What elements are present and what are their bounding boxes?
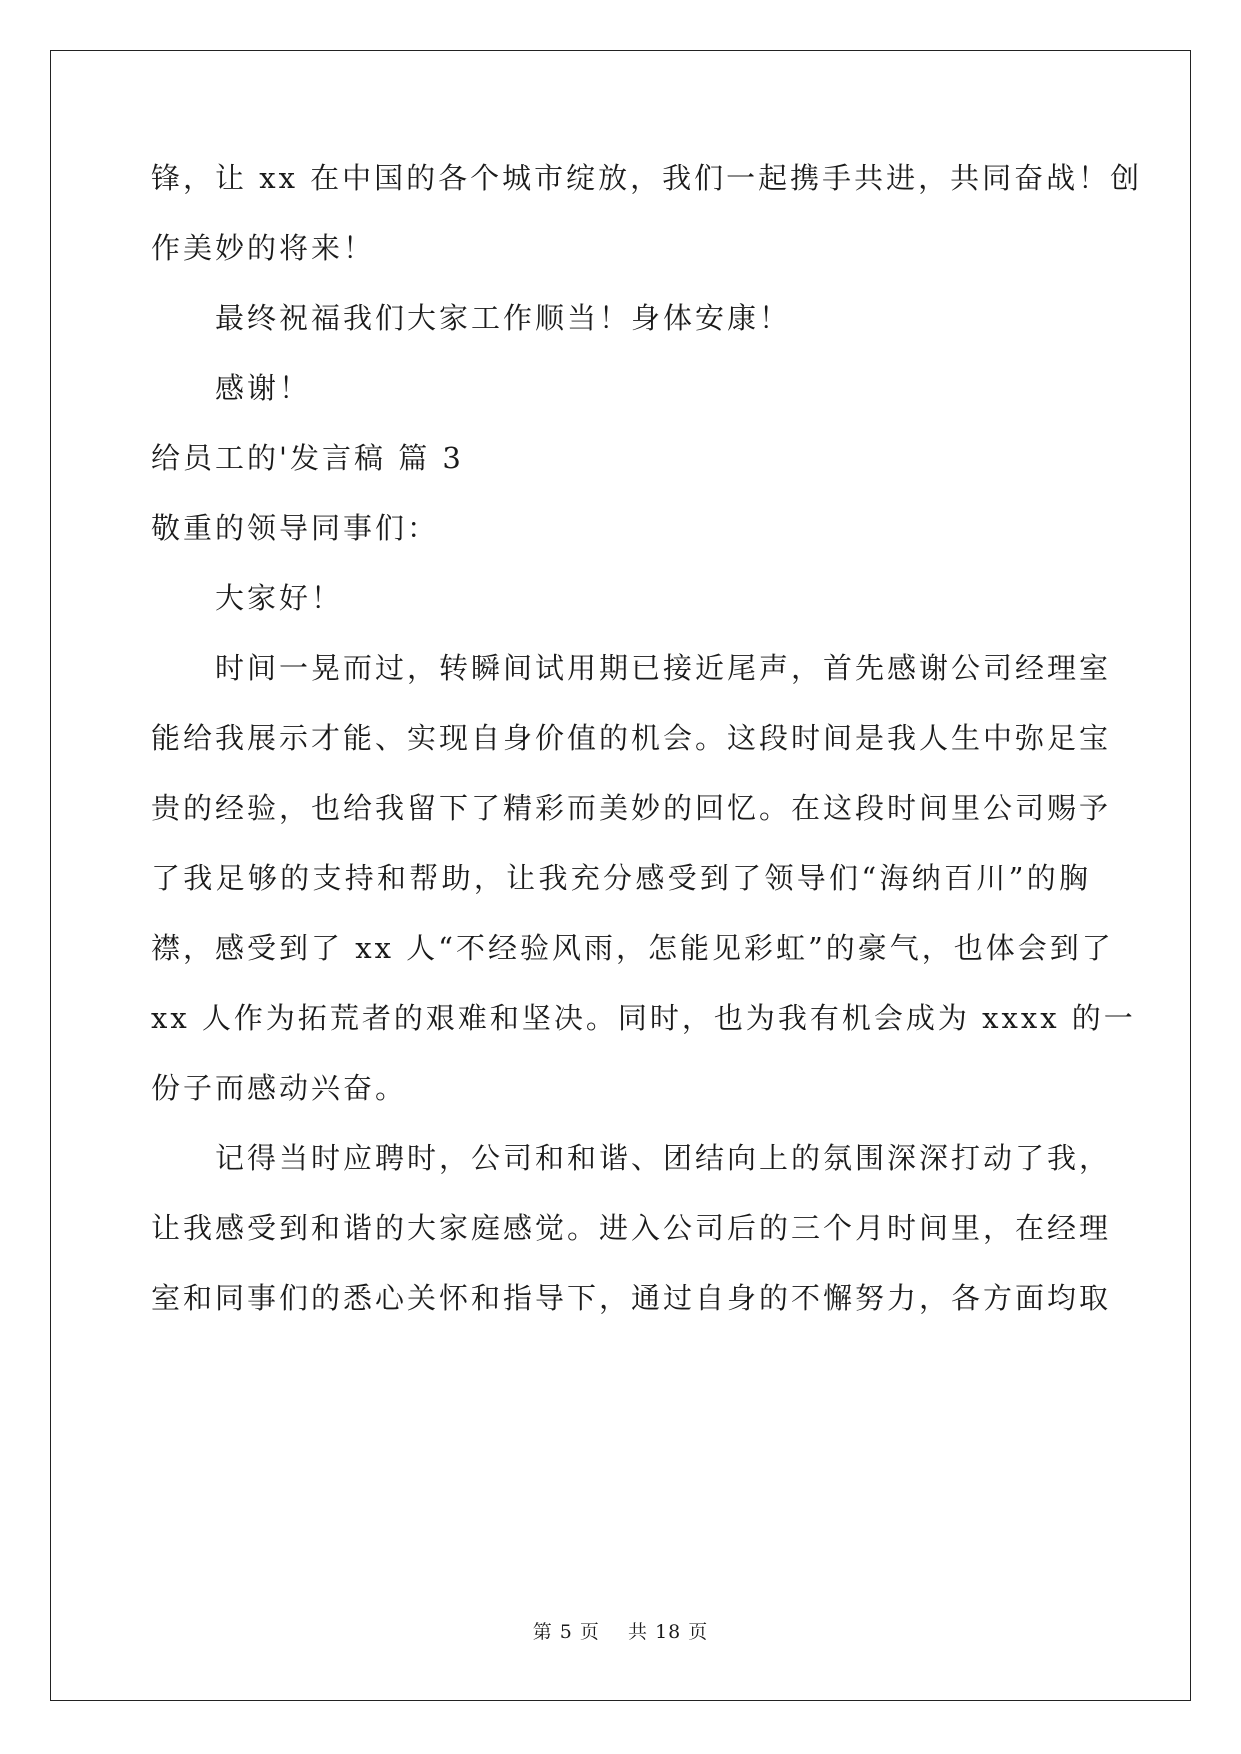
text-line: xx 人作为拓荒者的艰难和坚决。同时，也为我有机会成为 xxxx 的一: [151, 1001, 1136, 1035]
text-line: 室和同事们的悉心关怀和指导下，通过自身的不懈努力，各方面均取: [151, 1281, 1112, 1315]
text-line: 让我感受到和谐的大家庭感觉。进入公司后的三个月时间里，在经理: [151, 1211, 1112, 1245]
text-line: 能给我展示才能、实现自身价值的机会。这段时间是我人生中弥足宝: [151, 721, 1112, 755]
salutation: 敬重的领导同事们：: [151, 511, 440, 545]
text-line: 感谢！: [215, 371, 312, 405]
text-line: 时间一晃而过，转瞬间试用期已接近尾声，首先感谢公司经理室: [215, 651, 1112, 685]
text-line: 锋，让 xx 在中国的各个城市绽放，我们一起携手共进，共同奋战！创: [151, 161, 1143, 195]
section-heading: 给员工的'发言稿 篇 3: [151, 441, 464, 475]
text-line: 记得当时应聘时，公司和和谐、团结向上的氛围深深打动了我，: [215, 1141, 1112, 1175]
text-line: 大家好！: [215, 581, 344, 615]
page-footer: [0, 1620, 1241, 1644]
text-line: 份子而感动兴奋。: [151, 1071, 408, 1105]
text-line: 贵的经验，也给我留下了精彩而美妙的回忆。在这段时间里公司赐予: [151, 791, 1112, 825]
text-line: 最终祝福我们大家工作顺当！身体安康！: [215, 301, 792, 335]
text-line: 襟，感受到了 xx 人“不经验风雨，怎能见彩虹”的豪气，也体会到了: [151, 931, 1114, 965]
page-number: 第 5 页 共 18 页: [532, 1621, 709, 1643]
text-line: 了我足够的支持和帮助，让我充分感受到了领导们“海纳百川”的胸: [151, 861, 1091, 895]
text-line: 作美妙的将来！: [151, 231, 376, 265]
